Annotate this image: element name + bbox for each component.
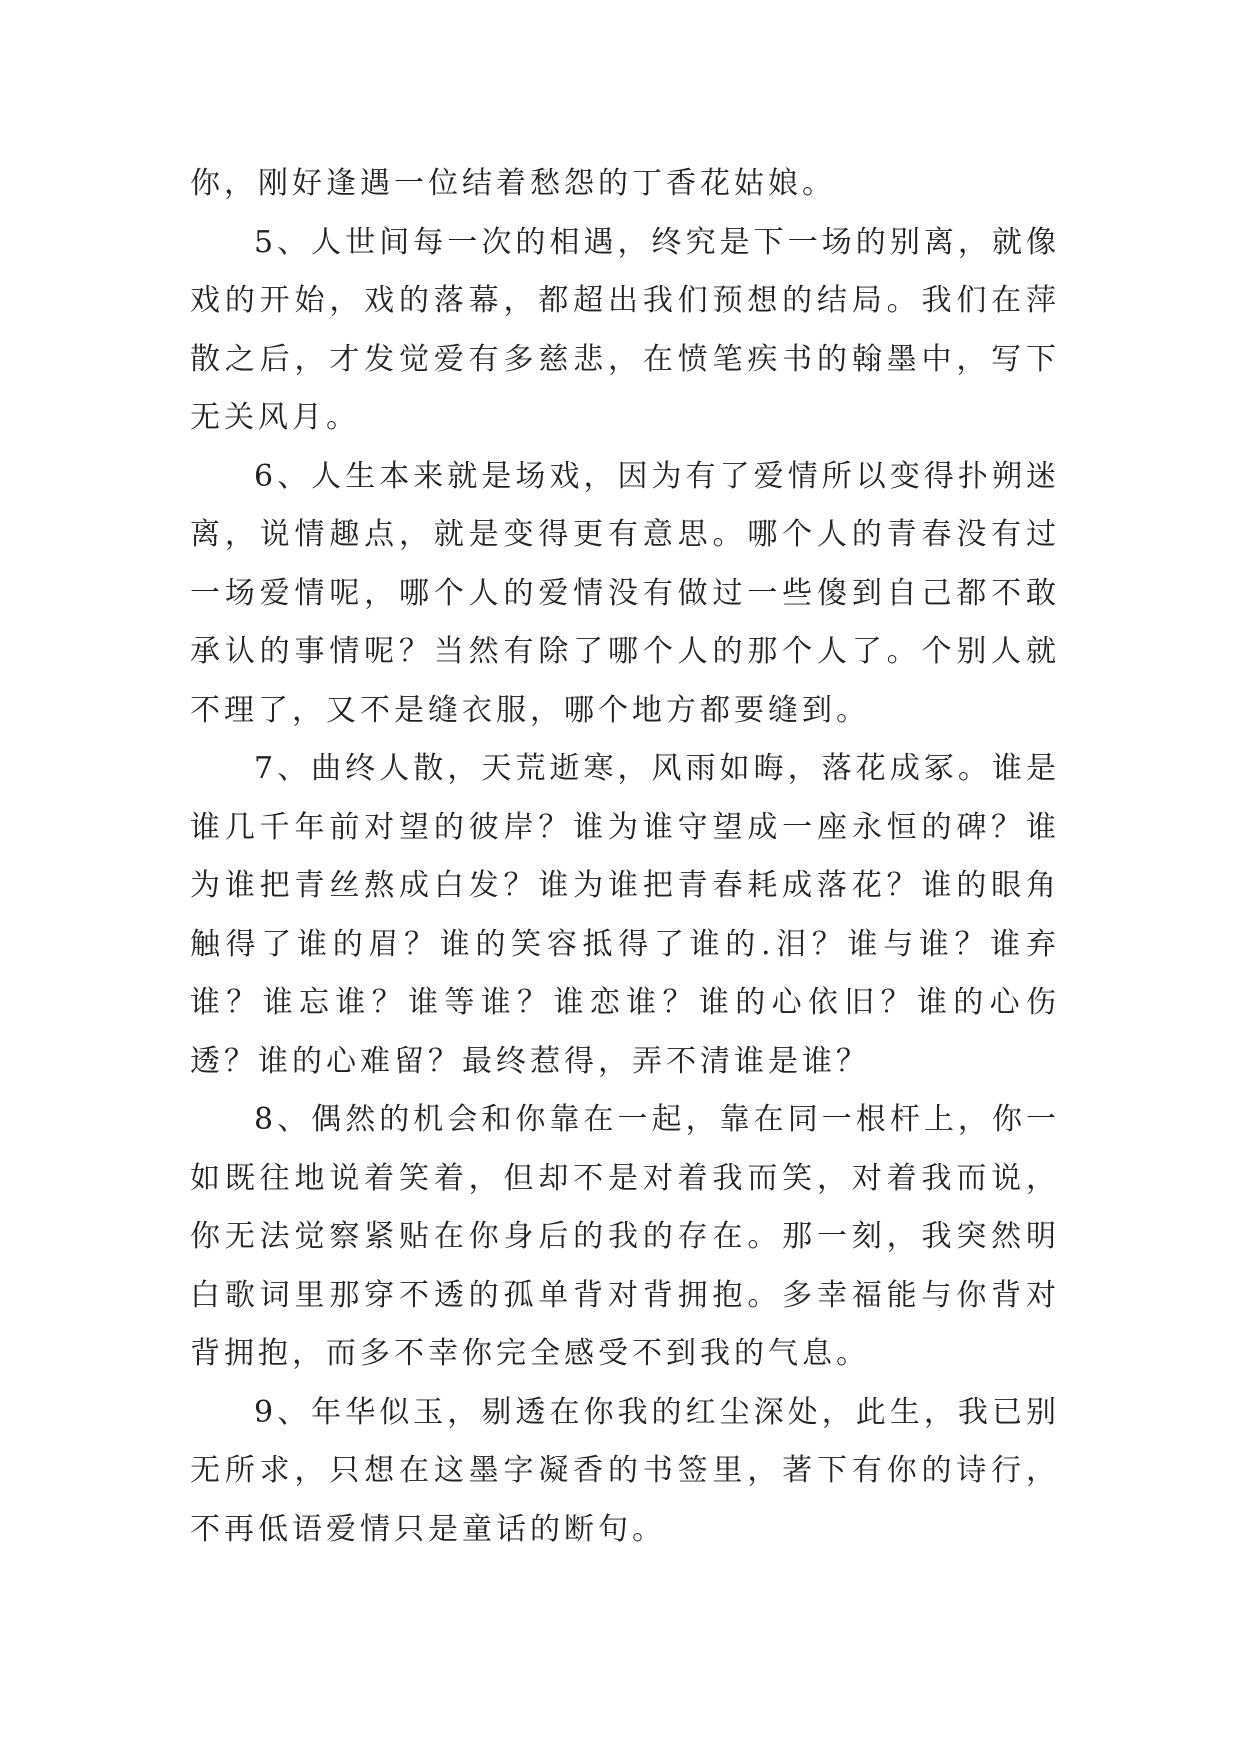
document-body: [190, 155, 1060, 1559]
paragraph-6: 6、人生本来就是场戏，因为有了爱情所以变得扑朔迷离，说情趣点，就是变得更有意思。哪个人的青春没有过一场爱情呢，哪个人的爱情没有做过一些傻到自己都不敢承认的事情呢？当然有除了哪个人的那个人了。个别人就不理了，又不是缝衣服，哪个地方都要缝到。: [190, 458, 1060, 728]
paragraph-7: 7、曲终人散，天荒逝寒，风雨如晦，落花成冢。谁是谁几千年前对望的彼岸？谁为谁守望成一座永恒的碑？谁为谁把青丝熬成白发？谁为谁把青春耗成落花？谁的眼角触得了谁的眉？谁的笑容抵得了谁的.泪？谁与谁？谁弃谁？谁忘谁？谁等谁？谁恋谁？谁的心依旧？谁的心伤透？谁的心难留？最终惹得，弄不清谁是谁？: [190, 751, 1060, 1079]
paragraph-8: 8、偶然的机会和你靠在一起，靠在同一根杆上，你一如既往地说着笑着，但却不是对着我而笑，对着我而说，你无法觉察紧贴在你身后的我的存在。那一刻，我突然明白歌词里那穿不透的孤单背对背拥抱。多幸福能与你背对背拥抱，而多不幸你完全感受不到我的气息。: [190, 1102, 1060, 1371]
paragraph-9: 9、年华似玉，剔透在你我的红尘深处，此生，我已别无所求，只想在这墨字凝香的书签里，著下有你的诗行，不再低语爱情只是童话的断句。: [190, 1394, 1060, 1547]
paragraph-5: 5、人世间每一次的相遇，终究是下一场的别离，就像戏的开始，戏的落幕，都超出我们预想的结局。我们在萍散之后，才发觉爱有多慈悲，在愤笔疾书的翰墨中，写下无关风月。: [190, 224, 1060, 435]
paragraph-continuation: 你，刚好逢遇一位结着愁怨的丁香花姑娘。: [190, 166, 836, 201]
